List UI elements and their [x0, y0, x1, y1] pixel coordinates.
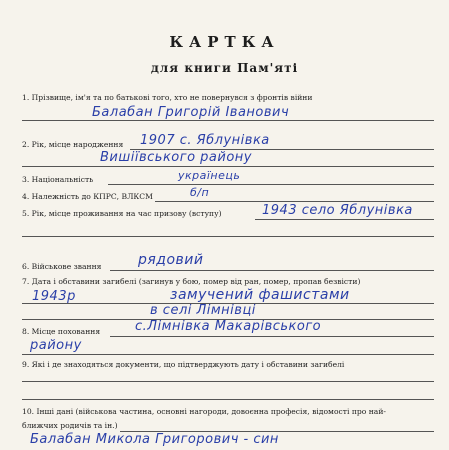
field-9-line-2: [22, 399, 434, 400]
field-3-value: українець: [178, 169, 241, 182]
field-6-value: рядовий: [138, 252, 204, 268]
field-2-line-2: [22, 166, 434, 167]
card-title: КАРТКА: [169, 33, 280, 51]
card-subtitle: для книги Пам'яті: [150, 61, 299, 75]
field-1-line: [22, 120, 434, 121]
field-5-value: 1943 село Яблунівка: [262, 203, 413, 218]
field-8-label: 8. Місце поховання: [22, 327, 101, 336]
field-2-label: 2. Рік, місце народження: [22, 140, 124, 149]
field-7-label: 7. Дата і обставини загибелі (загинув у бою, помер від ран, помер, пропав безвісти): [22, 277, 361, 286]
field-2-value-line1: 1907 с. Яблунівка: [140, 133, 270, 148]
field-6-line: [110, 270, 434, 271]
field-10-label-line1: 10. Інші дані (військова частина, основні нагороди, довоєнна професія, відомості про най-: [22, 407, 386, 416]
field-3-line: [108, 184, 434, 185]
field-7-value-date: 1943р: [32, 289, 76, 304]
field-4-line: [155, 201, 434, 202]
field-10-label-line2: ближчих родичів та ін.): [22, 421, 118, 430]
field-5-line-1: [255, 219, 434, 220]
field-8-line-1: [110, 336, 434, 337]
field-8-line-2: [22, 354, 434, 355]
field-8-value-line1: с.Лімнівка Макарівського: [135, 319, 322, 334]
field-5-line-2: [22, 236, 434, 237]
field-4-label: 4. Належність до КПРС, ВЛКСМ: [22, 192, 153, 201]
field-2-value-line2: Вишіївського району: [100, 150, 252, 165]
field-8-value-line2: району: [30, 338, 82, 353]
field-3-label: 3. Національність: [22, 175, 94, 184]
field-6-label: 6. Військове звання: [22, 262, 102, 271]
field-4-value: б/п: [190, 186, 210, 199]
field-1-label: 1. Прізвище, ім'я та по батькові того, хто не повернувся з фронтів війни: [22, 93, 313, 102]
field-7-value-line2: в селі Лімнівці: [150, 303, 256, 318]
field-9-label: 9. Які і де знаходяться документи, що підтверджують дату і обставини загибелі: [22, 360, 345, 369]
field-1-value: Балабан Григорій Іванович: [92, 105, 290, 120]
field-9-line-1: [22, 381, 434, 382]
field-10-value: Балабан Микола Григорович - син: [30, 432, 279, 447]
field-7-value-line1: замучений фашистами: [170, 287, 350, 303]
field-5-label: 5. Рік, місце проживання на час призову (вступу): [22, 209, 222, 218]
